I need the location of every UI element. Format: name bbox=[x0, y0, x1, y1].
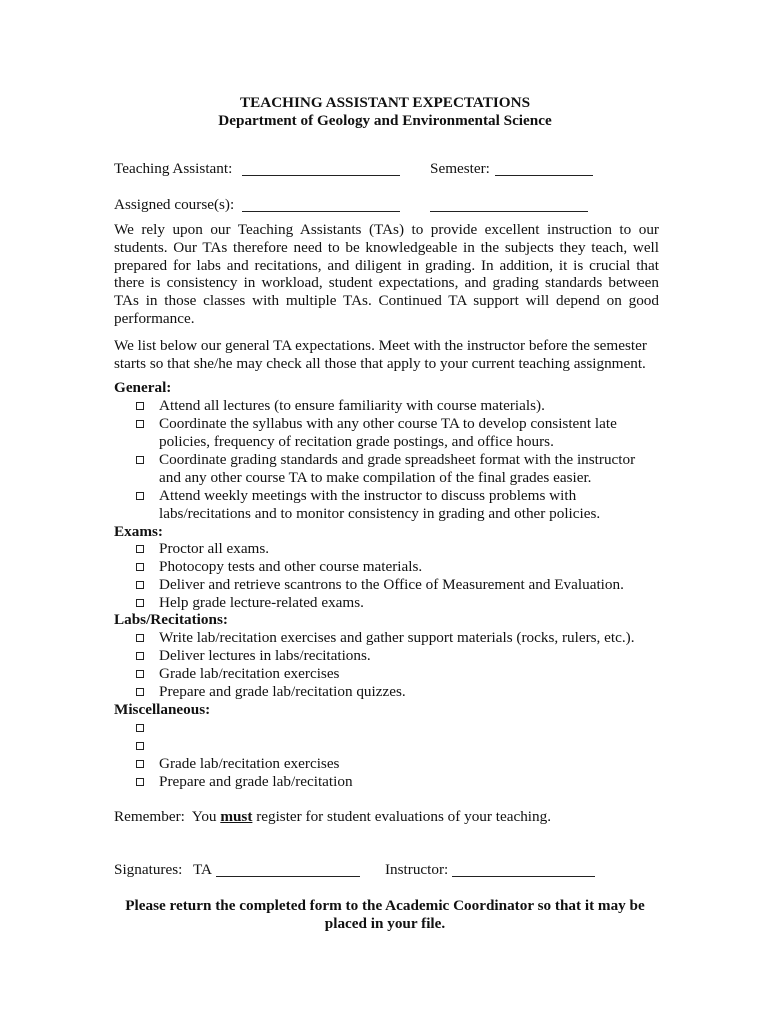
checkbox[interactable] bbox=[136, 456, 144, 464]
ta-signature-blank[interactable] bbox=[216, 862, 360, 877]
checkbox[interactable] bbox=[136, 581, 144, 589]
must-emphasis: must bbox=[220, 808, 253, 825]
checkbox[interactable] bbox=[136, 670, 144, 678]
signatures-label: Signatures: bbox=[114, 861, 183, 878]
intro-paragraph: We rely upon our Teaching Assistants (TAs) to provide excellent instruction to our students. Our TAs therefore need to be knowledgeable in the subjects they teach, well prepared for labs and recitations, and diligent in grading. In addition, it is crucial that there is consistency in workload, student expectations, and grading standards between TAs in those classes with multiple TAs. Continued TA support will depend on good performance. bbox=[114, 221, 659, 327]
checkbox[interactable] bbox=[136, 599, 144, 607]
section-heading-labs: Labs/Recitations: bbox=[114, 611, 228, 628]
section-heading-exams: Exams: bbox=[114, 523, 163, 540]
section-heading-general: General: bbox=[114, 379, 172, 396]
checkbox[interactable] bbox=[136, 634, 144, 642]
checkbox[interactable] bbox=[136, 760, 144, 768]
instructions-paragraph: We list below our general TA expectations. Meet with the instructor before the semester starts so that she/he may check all those that apply to your current teaching assignment. bbox=[114, 337, 647, 372]
section-heading-misc: Miscellaneous: bbox=[114, 701, 211, 718]
checkbox[interactable] bbox=[136, 742, 144, 750]
semester-label: Semester: bbox=[430, 160, 490, 177]
teaching-assistant-blank[interactable] bbox=[242, 161, 400, 176]
checkbox[interactable] bbox=[136, 563, 144, 571]
assigned-course-blank-1[interactable] bbox=[242, 197, 400, 212]
checkbox[interactable] bbox=[136, 492, 144, 500]
instructor-signature-blank[interactable] bbox=[452, 862, 595, 877]
assigned-course-blank-2[interactable] bbox=[430, 197, 588, 212]
teaching-assistant-label: Teaching Assistant: bbox=[114, 160, 233, 177]
semester-blank[interactable] bbox=[495, 161, 593, 176]
checkbox[interactable] bbox=[136, 724, 144, 732]
department-name: Department of Geology and Environmental Science bbox=[218, 112, 552, 129]
document-title: TEACHING ASSISTANT EXPECTATIONS bbox=[239, 94, 531, 111]
return-instructions: Please return the completed form to the Academic Coordinator so that it may be placed in your file. bbox=[125, 897, 645, 932]
instructor-signature-label: Instructor: bbox=[385, 861, 449, 878]
checkbox[interactable] bbox=[136, 545, 144, 553]
checkbox[interactable] bbox=[136, 402, 144, 410]
checkbox[interactable] bbox=[136, 652, 144, 660]
remember-note: Remember: You must register for student evaluations of your teaching. bbox=[114, 808, 551, 825]
ta-signature-label: TA bbox=[193, 861, 213, 878]
checkbox[interactable] bbox=[136, 420, 144, 428]
assigned-courses-label: Assigned course(s): bbox=[114, 196, 235, 213]
document-page: TEACHING ASSISTANT EXPECTATIONS Department of Geology and Environmental Science Teaching Assistant: Semester: Assigned course(s): We rely upon our Teaching Assistants (TAs) to provide excellent instruction to our students. Our TAs therefore need to be knowledgeable in the subjects they teach, well prepared for labs and recitations, and diligent in grading. In addition, it is crucial that there is consistency in workload, student expectations, and grading standards between TAs in those classes with multiple TAs. Continued TA support will depend on good performance. We list below our general TA expectations. Meet with the instructor before the semester starts so that she/he may check all those that apply to your current teaching assignment. General: Attend all lectures (to ensure familiarity with course materials). Coordinate the syllabus with any other course TA to develop consistent late policies, frequency of recitation grade postings, and office hours. Coordinate grading standards and grade spreadsheet format with the instructor and any other course TA to make compilation of the final grades easier. Attend weekly meetings with the instructor to discuss problems with labs/recitations and to monitor consistency in grading and other policies. Exams: Proctor all exams. Photocopy tests and other course materials. Deliver and retrieve scantrons to the Office of Measurement and Evaluation. Help grade lecture-related exams. Labs/Recitations: Write lab/recitation exercises and gather support materials (rocks, rulers, etc.). Deliver lectures in labs/recitations. Grade lab/recitation exercises Prepare and grade lab/recitation quizzes. Miscellaneous: Grade lab/recitation exercises Prepare and grade lab/recitation Remember: You must register for student evaluations of your teaching. Signatures: TA Instructor: Please return the completed form to the Academic Coordinator so that it may be placed in your file. bbox=[0, 0, 770, 1024]
checkbox[interactable] bbox=[136, 688, 144, 696]
checkbox[interactable] bbox=[136, 778, 144, 786]
